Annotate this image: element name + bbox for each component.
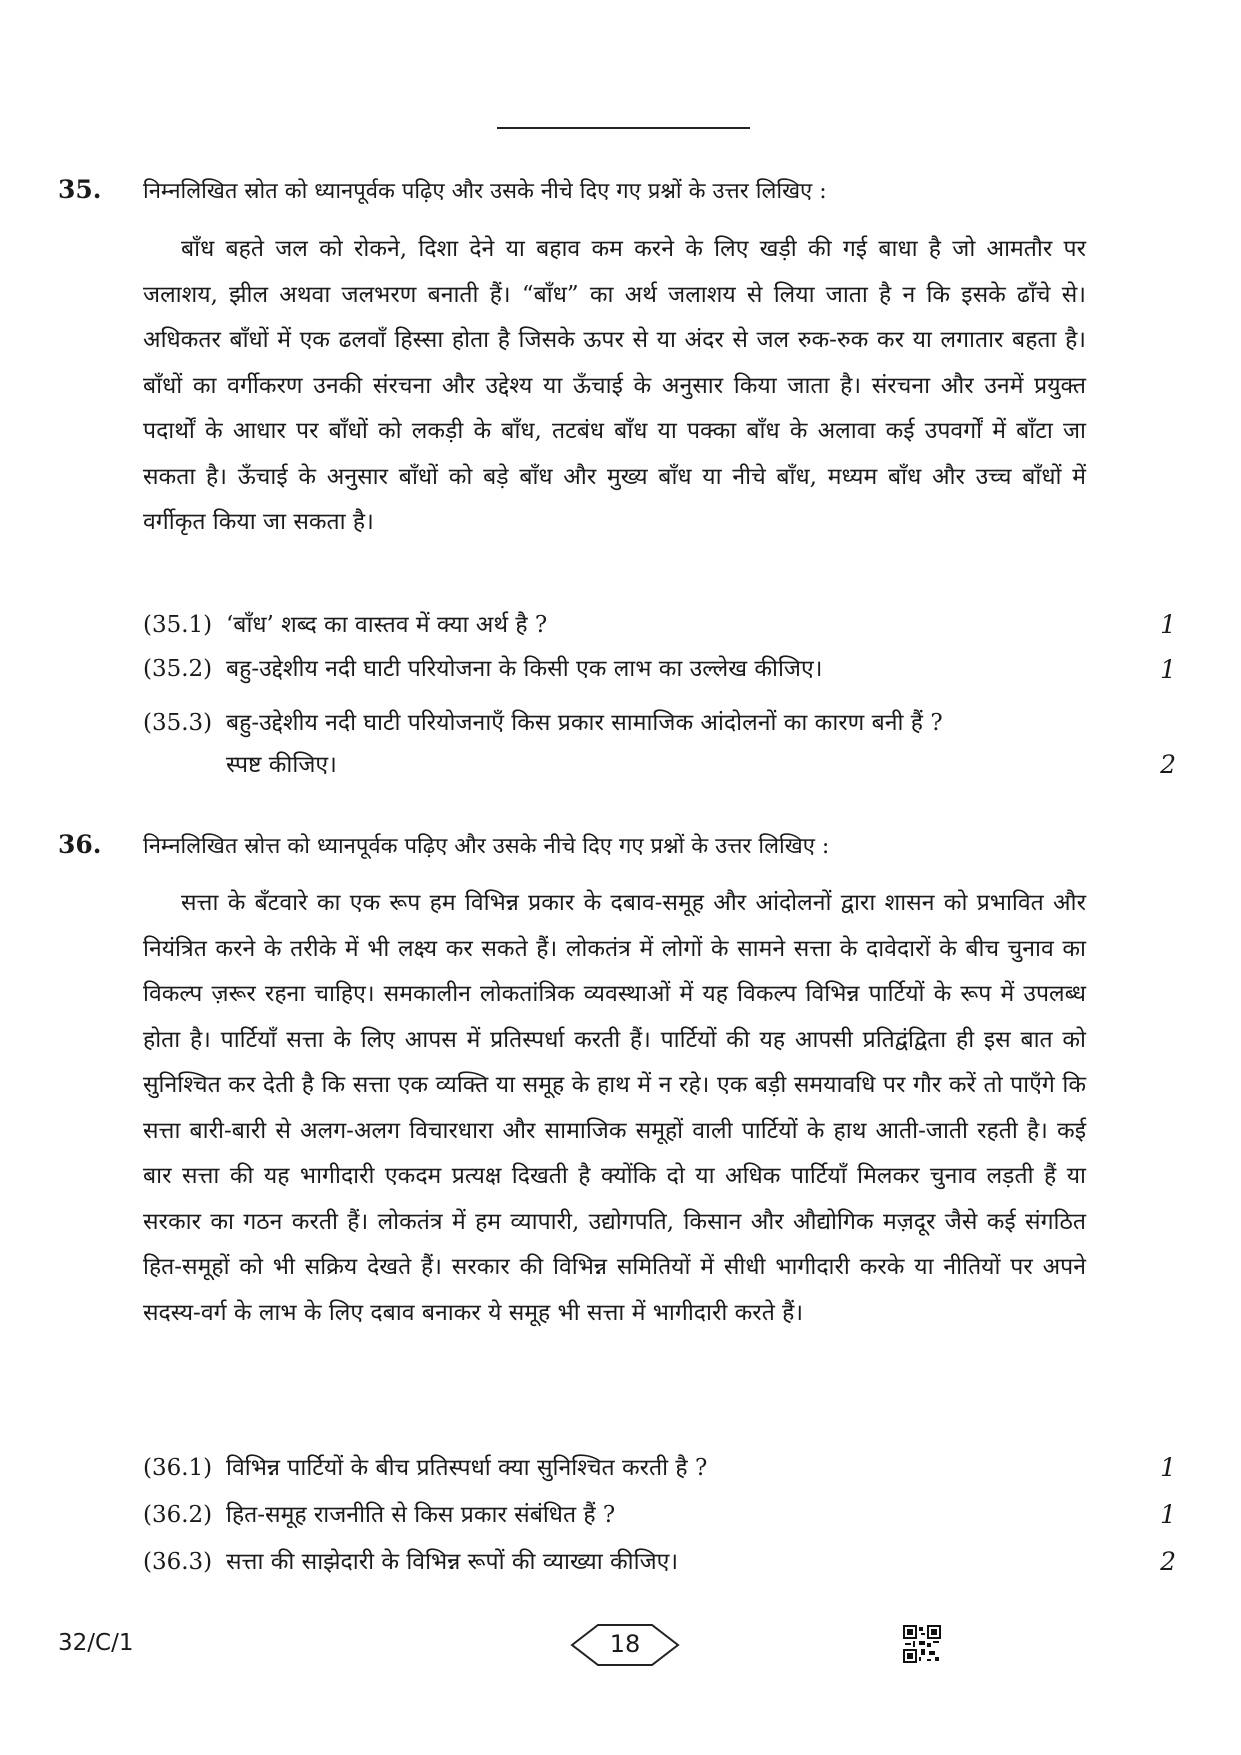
question-number: 35. [58, 175, 102, 204]
marks: 1 [1160, 1500, 1176, 1529]
page-number: 18 [609, 1630, 641, 1658]
paper-code: 32/C/1 [58, 1630, 134, 1656]
qr-code-icon [903, 1625, 941, 1663]
subquestion [143, 1494, 1193, 1537]
subquestion [143, 648, 1193, 691]
subquestion-text: विभिन्न पार्टियों के बीच प्रतिस्पर्धा क्या सुनिश्चित करती है ? [226, 1455, 708, 1481]
subquestion [143, 702, 1103, 745]
subquestion-id: (35.1) [143, 612, 213, 638]
marks: 2 [1160, 750, 1176, 779]
question-instruction: निम्नलिखित स्रोत्त को ध्यानपूर्वक पढ़िए और उसके नीचे दिए गए प्रश्नों के उत्तर लिखिए : [143, 834, 830, 859]
marks: 2 [1160, 1547, 1176, 1576]
question-instruction: निम्नलिखित स्रोत को ध्यानपूर्वक पढ़िए और उसके नीचे दिए गए प्रश्नों के उत्तर लिखिए : [143, 179, 827, 204]
subquestion [143, 1541, 1193, 1584]
subquestion-id: (36.1) [143, 1455, 213, 1481]
subquestion-text: ‘बाँध’ शब्द का वास्तव में क्या अर्थ है ? [226, 612, 548, 638]
subquestion [143, 1447, 1193, 1490]
marks: 1 [1160, 655, 1176, 684]
subquestion-text: बहु-उद्देशीय नदी घाटी परियोजनाएँ किस प्रकार सामाजिक आंदोलनों का कारण बनी हैं ? [226, 710, 943, 736]
subquestion-id: (36.2) [143, 1502, 213, 1528]
subquestion-text: हित-समूह राजनीति से किस प्रकार संबंधित हैं ? [226, 1502, 616, 1528]
page-number-badge [570, 1620, 680, 1670]
subquestion-text: बहु-उद्देशीय नदी घाटी परियोजना के किसी एक लाभ का उल्लेख कीजिए। [226, 656, 823, 682]
subquestion-continuation: स्पष्ट कीजिए। [226, 752, 337, 778]
subquestion-id: (36.3) [143, 1549, 213, 1575]
subquestion [143, 604, 1193, 647]
marks: 1 [1160, 610, 1176, 639]
source-passage: बाँध बहते जल को रोकने, दिशा देने या बहाव कम करने के लिए खड़ी की गई बाधा है जो आमतौर पर जलाशय, झील अथवा जलभरण बनाती हैं। “बाँध” का अर्थ जलाशय से लिया जाता है न कि इसके ढाँचे से। अधिकतर बाँधों में एक ढलवाँ हिस्सा होता है जिसके ऊपर से या अंदर से जल रुक-रुक कर या लगातार बहता है। बाँधों का वर्गीकरण उनकी संरचना और उद्देश्य या ऊँचाई के अनुसार किया जाता है। संरचना और उनमें प्रयुक्त पदार्थों के आधार पर बाँधों को लकड़ी के बाँध, तटबंध बाँध या पक्का बाँध के अलावा कई उपवर्गों में बाँटा जा सकता है। ऊँचाई के अनुसार बाँधों को बड़े बाँध और मुख्य बाँध या नीचे बाँध, मध्यम बाँध और उच्च बाँधों में वर्गीकृत किया जा सकता है। [143, 236, 1086, 535]
subquestion-id: (35.3) [143, 710, 213, 736]
question-number: 36. [58, 830, 102, 859]
source-passage: सत्ता के बँटवारे का एक रूप हम विभिन्न प्रकार के दबाव-समूह और आंदोलनों द्वारा शासन को प्रभावित और नियंत्रित करने के तरीके में भी लक्ष्य कर सकते हैं। लोकतंत्र में लोगों के सामने सत्ता के दावेदारों के बीच चुनाव का विकल्प ज़रूर रहना चाहिए। समकालीन लोकतांत्रिक व्यवस्थाओं में यह विकल्प विभिन्न पार्टियों के रूप में उपलब्ध होता है। पार्टियाँ सत्ता के लिए आपस में प्रतिस्पर्धा करती हैं। पार्टियों की यह आपसी प्रतिद्वंद्विता ही इस बात को सुनिश्चित कर देती है कि सत्ता एक व्यक्ति या समूह के हाथ में न रहे। एक बड़ी समयावधि पर गौर करें तो पाएँगे कि सत्ता बारी-बारी से अलग-अलग विचारधारा और सामाजिक समूहों वाली पार्टियों के हाथ आती-जाती रहती है। कई बार सत्ता की यह भागीदारी एकदम प्रत्यक्ष दिखती है क्योंकि दो या अधिक पार्टियाँ मिलकर चुनाव लड़ती हैं या सरकार का गठन करती हैं। लोकतंत्र में हम व्यापारी, उद्योगपति, किसान और औद्योगिक मज़दूर जैसे कई संगठित हित-समूहों को भी सक्रिय देखते हैं। सरकार की विभिन्न समितियों में सीधी भागीदारी करके या नीतियों पर अपने सदस्य-वर्ग के लाभ के लिए दबाव बनाकर ये समूह भी सत्ता में भागीदारी करते हैं। [143, 890, 1086, 1326]
subquestion-id: (35.2) [143, 656, 213, 682]
top-divider [497, 127, 750, 129]
subquestion-text: सत्ता की साझेदारी के विभिन्न रूपों की व्याख्या कीजिए। [226, 1549, 679, 1575]
marks: 1 [1160, 1453, 1176, 1482]
